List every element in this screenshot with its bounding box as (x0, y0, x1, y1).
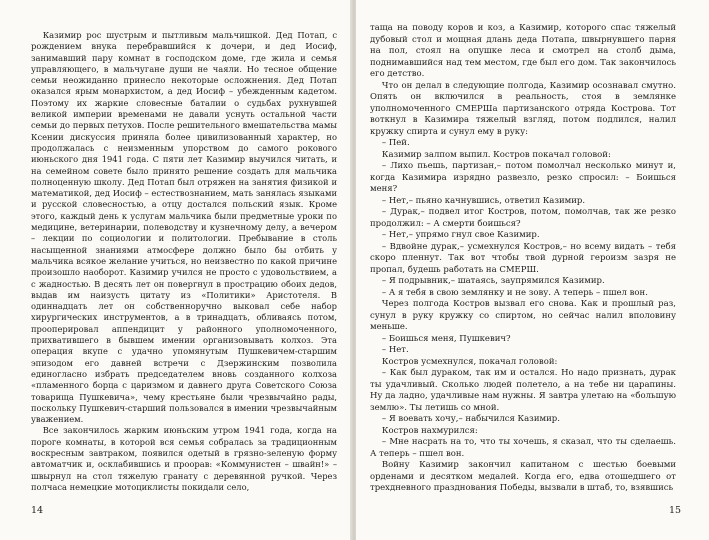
paragraph: Костров нахмурился: (381, 425, 478, 436)
left-page-text (31, 30, 337, 493)
paragraph: – Дурак,– подвел итог Костров, потом, помолчав, так же резко продолжил: – А смерти боишься? (370, 207, 676, 229)
paragraph: – Нет,– пьяно качнувшись, ответил Казимир. (381, 195, 586, 206)
right-page-text (370, 23, 676, 495)
paragraph: – Вдвойне дурак,– усмехнулся Костров,– но всему видать – тебя скоро пленнут. Так вот чтобы твой дурной героизм зазря не пропал, будешь работать на СМЕРШ. (370, 241, 676, 275)
page-number-left: 14 (31, 505, 44, 516)
paragraph: – А я тебя в свою землянку и не зову. А теперь – пшел вон. (381, 287, 648, 298)
paragraph: Костров усмехнулся, покачал головой: (381, 356, 558, 367)
paragraph: – Я воевать хочу,– набычился Казимир. (381, 414, 560, 424)
paragraph: – Лихо пьешь, партизан,– потом помолчал несколько минут и, когда Казимира изрядно развезло, резко спросил: – Боишься меня? (370, 161, 676, 194)
paragraph: – Пей. (381, 138, 410, 148)
paragraph: – Мне насрать на то, что ты хочешь, я сказал, что ты сделаешь. А теперь – пшел вон. (370, 437, 676, 459)
paragraph: таща на поводу коров и коз, а Казимир, которого спас тяжелый дубовый стол и мощная длань деда Потапа, швырнувшего парня на пол, стоял на опушке леса и смотрел на столб дыма, поднимавшийся над тем местом, где был его дом. Так закончилось его детство. (370, 23, 676, 79)
paragraph: – Боишься меня, Пушкевич? (381, 333, 511, 344)
page-number-right: 15 (669, 505, 682, 516)
paragraph: Через полгода Костров вызвал его снова. Как и прошлый раз, сунул в руку кружку со спиртом, но сейчас налил вполовину меньше. (370, 299, 676, 332)
paragraph: Казимир залпом выпил. Костров покачал головой: (381, 149, 611, 160)
right-page (356, 0, 709, 540)
paragraph: – Я подрывник,– шатаясь, заупрямился Казимир. (381, 276, 605, 286)
paragraph: Что он делал в следующие полгода, Казимир осознавал смутно. Опять он включился в реальность, стоя в землянке уполномоченного СМЕРШа партизанского отряда Кострова. Тот воткнул в Казимира тяжелый взгляд, потом подлился, налил кружку спирта и сунул ему в руку: (370, 80, 676, 137)
paragraph: – Нет. (381, 345, 409, 355)
paragraph: Казимир рос шустрым и пытливым мальчишкой. Дед Потап, с рождением внука перебравшийся к дочери, и дед Иосиф, занимавший пару комнат в господском доме, где жила и семья управляющего, в мальчугане души не чаяли. Но тесное общение семьи неожиданно принесло некоторые осложнения. Дед Потап оказался ярым монархистом, а дед Иосиф – убежденным кадетом. Поэтому их жаркие словесные баталии о судьбах рухнувшей великой империи временами не давали уснуть остальной части семьи до первых петухов. После решительного вмешательства мамы Ксении дискуссия приняла более цивилизованный характер, но продолжалась с неизменным упорством до самого рокового июньского дня 1941 года. С пяти лет Казимир выучился читать, и на семейном совете было принято решение создать для мальчика полноценную школу. Дед Потап был отряжен на занятия физикой и математикой, дед Иосиф – естествознанием, мать занялась языками и русской словесностью, а отцу достался польский язык. Кроме этого, каждый день к услугам мальчика были предметные уроки по медицине, ветеринарии, полеводству и кузнечному делу, а вечером – лекции по социологии и политологии. Пребывание в столь насыщенной знаниями атмосфере должно было бы отбить у мальчика всякое желание учиться, но неизвестно по какой причине произошло наоборот. Казимир учился не просто с удовольствием, а с жадностью. В десять лет он повергнул в прострацию обоих дедов, выдав им наизусть цитату из «Политики» Аристотеля. В одиннадцать лет он собственноручно выковал себе набор хирургических инструментов, а в тринадцать, обливаясь потом, прооперировал аппендицит у районного уполномоченного, прихватившего в бывшем имении организовывать колхоз. Эта операция вкупе с удачно упомянутым Пушкевичем-старшим эпизодом его давней встречи с Дзержинским позволила единогласно избрать председателем вновь созданного колхоза «пламенного борца с царизмом и давнего друга Советского Союза товарища Пушкевича», чему крестьяне были чрезвычайно рады, поскольку Пушкевич-старший пользовался в имении чрезвычайным уважением. (31, 30, 337, 425)
left-page (0, 0, 352, 540)
paragraph: Войну Казимир закончил капитаном с шестью боевыми орденами и десятком медалей. Когда его, едва отошедшего от трехдневного празднования Победы, вызвали в штаб, то, взявшись (370, 460, 676, 493)
paragraph: – Нет,– упрямо гнул свое Казимир. (381, 230, 540, 240)
paragraph: – Как был дураком, так им и остался. Но надо признать, дурак ты удачливый. Сколько людей полетело, а на тебе ни царапины. Ну да ладно, удачливые нам нужны. Я завтра улетаю на «большую землю». Ты летишь со мной. (370, 368, 676, 413)
paragraph: Все закончилось жарким июньским утром 1941 года, когда на пороге комнаты, в которой вся семья собралась за традиционным воскресным завтраком, появился одетый в грязно-зеленую форму автоматчик и, осклабившись и проорав: «Коммунистен – швайн!» – швырнул на стол тяжелую гранату с деревянной ручкой. Через полчаса немецкие мотоциклисты покидали село, (31, 425, 337, 492)
